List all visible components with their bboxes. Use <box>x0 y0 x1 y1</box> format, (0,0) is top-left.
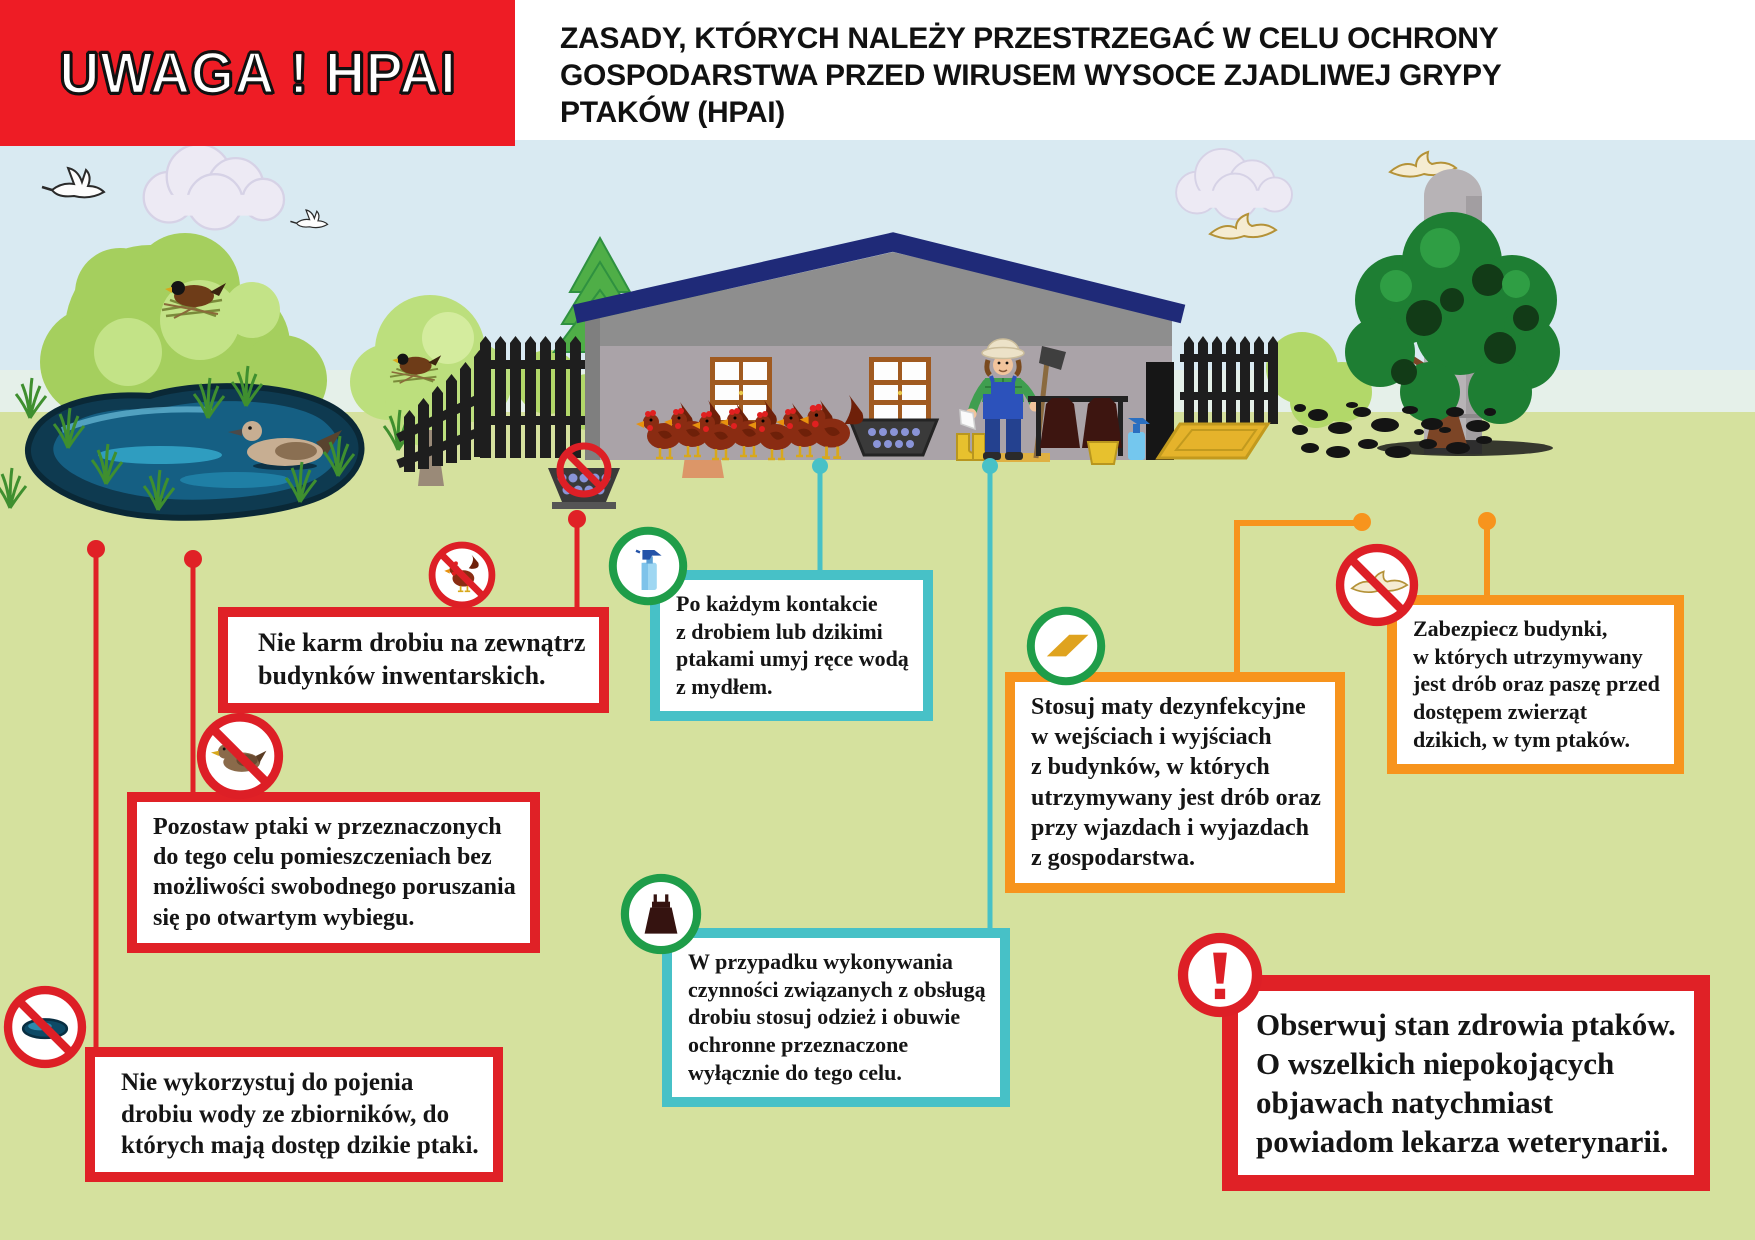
callout-text-line: których mają dostęp dzikie ptaki. <box>121 1132 479 1159</box>
callout-no-open-water <box>85 1047 503 1182</box>
callout-text-line: się po otwartym wybiegu. <box>153 904 415 931</box>
title-line: ZASADY, KTÓRYCH NALEŻY PRZESTRZEGAĆ W CELU OCHRONY <box>560 22 1499 55</box>
callout-text-line: ochronne przeznaczone <box>688 1032 909 1058</box>
callout-text-line: w których utrzymywany <box>1413 643 1643 669</box>
callout-text-line: drobiu wody ze zbiorników, do <box>121 1100 450 1128</box>
callout-text-line: z mydłem. <box>676 674 773 700</box>
no-duck-icon <box>196 712 284 800</box>
poster-title <box>560 20 1750 131</box>
callout-text-line: do tego celu pomieszczeniach bez <box>153 844 492 871</box>
title-line: GOSPODARSTWA PRZED WIRUSEM WYSOCE ZJADLIWEJ GRYPY <box>560 59 1502 92</box>
alert-banner-text: UWAGA ! HPAI <box>58 40 457 106</box>
callout-text-line: ptakami umyj ręce wodą <box>676 646 909 672</box>
callout-text-line: W przypadku wykonywania <box>688 949 953 974</box>
disinfection-mat-icon <box>1026 606 1106 686</box>
bucket <box>1088 442 1118 464</box>
callout-text-line: jest drób oraz paszę przed <box>1413 671 1660 697</box>
callout-text-line: wyłącznie do tego celu. <box>688 1059 902 1085</box>
callout-text-line: Zabezpiecz budynki, <box>1413 616 1608 641</box>
callout-text-line: powiadom lekarza weterynarii. <box>1256 1124 1669 1160</box>
callout-text-line: O wszelkich niepokojących <box>1256 1046 1615 1082</box>
no-chicken-icon <box>428 541 496 609</box>
callout-text-line: z gospodarstwa. <box>1031 845 1196 872</box>
callout-text-line: z drobiem lub dzikimi <box>676 618 883 644</box>
callout-protective-clothing <box>662 928 1010 1107</box>
callout-text-line: objawach natychmiast <box>1256 1085 1554 1121</box>
apron-icon <box>620 873 702 955</box>
callout-text-line: utrzymywany jest drób oraz <box>1031 784 1321 811</box>
callout-text-line: Obserwuj stan zdrowia ptaków. <box>1256 1007 1676 1042</box>
callout-text-line: z budynków, w których <box>1031 754 1270 781</box>
disinfection-mat <box>850 420 937 455</box>
callout-text-line: przy wjazdach i wyjazdach <box>1031 814 1309 841</box>
callout-text-line: Po każdym kontakcie <box>676 591 878 616</box>
callout-observe-health <box>1222 975 1710 1191</box>
callout-disinfection-mats <box>1005 672 1345 893</box>
callout-keep-birds-indoors <box>127 792 540 953</box>
callout-text-line: drobiu stosuj odzież i obuwie <box>688 1004 961 1030</box>
callout-text-line: Nie wykorzystuj do pojenia <box>121 1069 414 1096</box>
callout-wash-hands <box>650 570 933 721</box>
callout-text-line: możliwości swobodnego poruszania <box>153 874 516 901</box>
no-open-water-icon <box>3 985 87 1069</box>
callout-text-line: Nie karm drobiu na zewnątrz <box>258 628 586 657</box>
title-line: PTAKÓW (HPAI) <box>560 96 785 129</box>
callout-text-line: budynków inwentarskich. <box>258 660 546 690</box>
callout-text-line: czynności związanych z obsługą <box>688 976 986 1002</box>
callout-text-line: w wejściach i wyjściach <box>1031 724 1272 751</box>
callout-text-line: Pozostaw ptaki w przeznaczonych <box>153 814 502 840</box>
doormat <box>996 453 1050 462</box>
callout-no-outdoor-feeding <box>218 607 609 713</box>
callout-text-line: dzikich, w tym ptaków. <box>1413 726 1630 752</box>
callout-secure-buildings <box>1387 595 1684 774</box>
callout-text-line: dostępem zwierząt <box>1413 699 1588 725</box>
alert-banner <box>0 0 515 146</box>
callout-text-line: Stosuj maty dezynfekcyjne <box>1031 694 1306 720</box>
no-wild-bird-icon <box>1335 543 1419 627</box>
exclamation-icon <box>1177 932 1263 1018</box>
spray-bottle-icon <box>608 526 688 606</box>
